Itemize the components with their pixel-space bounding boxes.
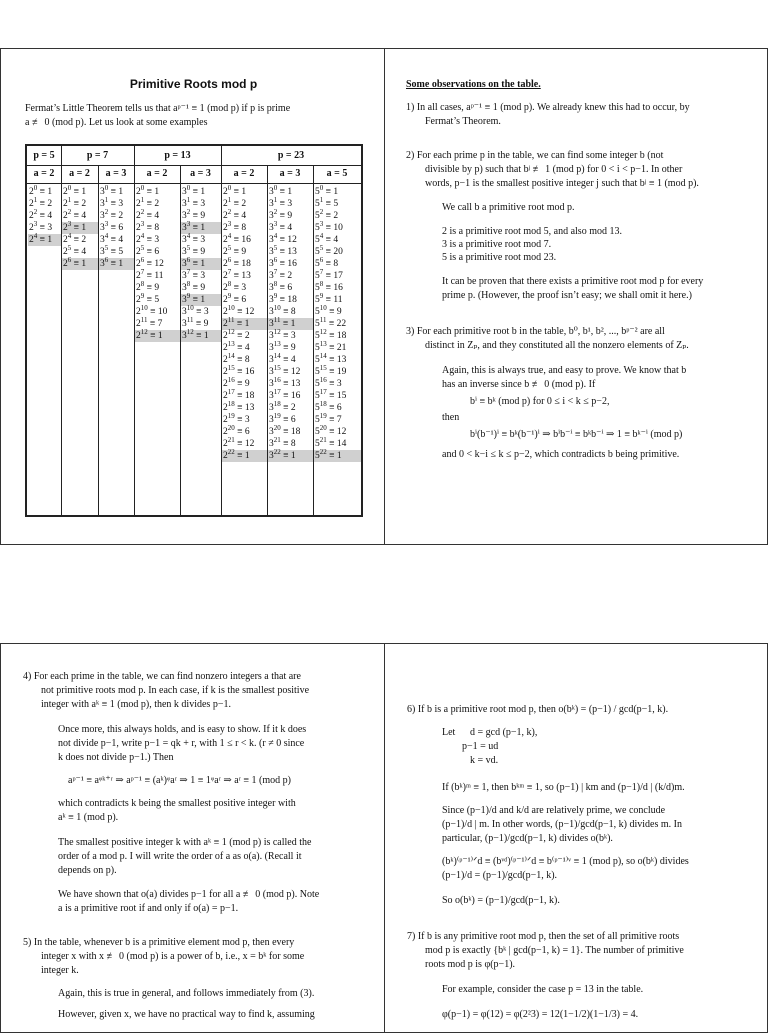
table-cell: $3^6 \equiv 1$ xyxy=(99,258,134,270)
table-cell: $3^{16} \equiv 13$ xyxy=(269,376,301,389)
table-cell: $2^0 \equiv 1$ xyxy=(223,184,247,197)
header-p5: p = 5 xyxy=(33,150,55,161)
table-cell: $5^9 \equiv 11$ xyxy=(315,292,343,305)
table-cell: $2^3 \equiv 8$ xyxy=(223,220,247,233)
obs3-line: 3) For each primitive root b in the table, b⁰, b¹, b², ..., bᵖ⁻² are all xyxy=(406,326,665,337)
table-cell: $2^{12} \equiv 2$ xyxy=(223,328,250,341)
table-cell: $5^{21} \equiv 14$ xyxy=(315,436,347,449)
table-cell: $3^0 \equiv 1$ xyxy=(182,184,206,197)
table-cell: $3^{15} \equiv 12$ xyxy=(269,364,301,377)
table-cell: $2^{19} \equiv 3$ xyxy=(223,412,250,425)
table-cell: $2^{18} \equiv 13$ xyxy=(223,400,255,413)
table-cell: $2^{14} \equiv 8$ xyxy=(223,352,250,365)
obs5-line: integer k. xyxy=(41,965,79,976)
obs5-line: integer x with x ≢ 0 (mod p) is a power of b, i.e., x = bᵏ for some xyxy=(41,951,305,962)
obs7-phi: φ(p−1) = φ(12) = φ(2²3) = 12(1−1/2)(1−1/3) = 4. xyxy=(442,1009,639,1020)
obs7-line: 7) If b is any primitive root mod p, then the set of all primitive roots xyxy=(407,931,680,942)
obs1-line: 1) In all cases, aᵖ⁻¹ ≡ 1 (mod p). We already knew this had to occur, by xyxy=(406,102,690,113)
table-cell: $5^8 \equiv 16$ xyxy=(315,280,343,293)
table-cell: $3^{12} \equiv 1$ xyxy=(181,330,221,342)
proof-line: has an inverse since b ≢ 0 (mod p). If xyxy=(442,379,596,390)
header-base: a = 2 xyxy=(146,168,168,179)
table-cell: $5^3 \equiv 10$ xyxy=(315,220,343,233)
table-cell: $2^{21} \equiv 12$ xyxy=(223,436,255,449)
obs5-again: Again, this is true in general, and follows immediately from (3). xyxy=(58,988,315,999)
obs4-equation: aᵖ⁻¹ ≡ aᵠᵏ⁺ʳ ⇒ aᵖ⁻¹ ≡ (aᵏ)ᵠaʳ ⇒ 1 ≡ 1ᵠaʳ ⇒ aʳ ≡ 1 (mod p) xyxy=(68,775,291,786)
table-cell: $3^{11} \equiv 1$ xyxy=(268,318,313,330)
table-cell: $3^1 \equiv 3$ xyxy=(182,196,206,209)
table-cell: $5^1 \equiv 5$ xyxy=(315,196,339,209)
slide-primitive-roots-table xyxy=(0,48,385,545)
proof-then: then xyxy=(442,412,460,423)
obs4-line: integer with aᵏ ≡ 1 (mod p), then k divides p−1. xyxy=(41,699,231,710)
observations-heading: Some observations on the table. xyxy=(406,79,541,90)
table-cell: $3^{22} \equiv 1$ xyxy=(268,450,313,462)
table-cell: $2^6 \equiv 1$ xyxy=(62,258,98,270)
obs6-line: 6) If b is a primitive root mod p, then o(bᵏ) = (p−1) / gcd(p−1, k). xyxy=(407,704,669,715)
table-cell: $2^{13} \equiv 4$ xyxy=(223,340,250,353)
table-cell: $3^{10} \equiv 8$ xyxy=(269,304,296,317)
table-cell: $3^8 \equiv 9$ xyxy=(182,280,206,293)
table-cell: $2^1 \equiv 2$ xyxy=(223,196,247,209)
slide-observations-4-5 xyxy=(0,643,385,1033)
obs4-proof-line: Once more, this always holds, and is easy to show. If it k does xyxy=(58,724,307,735)
table-cell: $2^{22} \equiv 1$ xyxy=(222,450,267,462)
order-definition: The smallest positive integer k with aᵏ ≡ 1 (mod p) is called the xyxy=(58,837,312,848)
order-definition: order of a mod p. I will write the order of a as o(a). (Recall it xyxy=(58,851,302,862)
table-cell: $3^9 \equiv 18$ xyxy=(269,292,297,305)
column-p23-a3 xyxy=(268,186,313,462)
table-cell: $3^{20} \equiv 18$ xyxy=(269,424,301,437)
header-base: a = 3 xyxy=(105,168,127,179)
obs7-example: For example, consider the case p = 13 in the table. xyxy=(442,984,644,995)
table-cell: $2^{11} \equiv 7$ xyxy=(136,316,163,329)
table-cell: $5^5 \equiv 20$ xyxy=(315,244,343,257)
table-cell: $3^2 \equiv 9$ xyxy=(182,208,206,221)
powers-table xyxy=(25,144,363,517)
table-cell: $5^{10} \equiv 9$ xyxy=(315,304,342,317)
table-cell: $5^6 \equiv 8$ xyxy=(315,256,339,269)
table-cell: $3^2 \equiv 9$ xyxy=(269,208,293,221)
table-cell: $3^3 \equiv 1$ xyxy=(181,222,221,234)
table-cell: $2^4 \equiv 1$ xyxy=(28,234,61,246)
table-cell: $2^9 \equiv 5$ xyxy=(136,292,160,305)
table-cell: $2^1 \equiv 2$ xyxy=(136,196,160,209)
table-cell: $3^0 \equiv 1$ xyxy=(269,184,293,197)
table-cell: $5^{22} \equiv 1$ xyxy=(314,450,361,462)
proof-equation: bⁱ(b⁻¹)ⁱ ≡ bᵏ(b⁻¹)ⁱ ⇒ bⁱb⁻ⁱ ≡ bᵏb⁻ⁱ ⇒ 1 ≡ bᵏ⁻ⁱ (mod p) xyxy=(470,429,683,440)
header-base: a = 2 xyxy=(233,168,255,179)
table-cell: $3^1 \equiv 3$ xyxy=(100,196,124,209)
column-p13-a3 xyxy=(181,186,221,342)
let-line: k = vd. xyxy=(470,755,499,766)
table-cell: $2^4 \equiv 3$ xyxy=(136,232,160,245)
table-cell: $2^{10} \equiv 12$ xyxy=(223,304,255,317)
proof-equation: bⁱ ≡ bᵏ (mod p) for 0 ≤ i < k ≤ p−2, xyxy=(470,396,610,407)
header-p7: p = 7 xyxy=(86,150,109,161)
table-cell: $3^{11} \equiv 9$ xyxy=(182,316,209,329)
table-cell: $2^7 \equiv 11$ xyxy=(136,268,164,281)
table-cell: $5^4 \equiv 4$ xyxy=(315,232,339,245)
table-cell: $2^7 \equiv 13$ xyxy=(223,268,251,281)
table-cell: $5^0 \equiv 1$ xyxy=(315,184,339,197)
slide-observations-6-7 xyxy=(384,643,768,1033)
header-p13: p = 13 xyxy=(164,150,191,161)
column-p13-a2 xyxy=(135,186,180,342)
table-cell: $2^0 \equiv 1$ xyxy=(136,184,160,197)
table-cell: $3^7 \equiv 3$ xyxy=(182,268,206,281)
table-cell: $3^{17} \equiv 16$ xyxy=(269,388,301,401)
table-cell: $3^0 \equiv 1$ xyxy=(100,184,124,197)
column-p5-a2 xyxy=(28,186,61,246)
table-cell: $3^3 \equiv 6$ xyxy=(100,220,124,233)
table-cell: $5^{15} \equiv 19$ xyxy=(315,364,347,377)
header-p23: p = 23 xyxy=(277,150,305,161)
table-cell: $3^5 \equiv 5$ xyxy=(100,244,124,257)
table-cell: $2^4 \equiv 2$ xyxy=(63,232,87,245)
table-cell: $5^{18} \equiv 6$ xyxy=(315,400,342,413)
obs6-conclusion: So o(bᵏ) = (p−1)/gcd(p−1, k). xyxy=(442,895,560,906)
table-cell: $3^3 \equiv 4$ xyxy=(269,220,293,233)
obs4-line: 4) For each prime in the table, we can find nonzero integers a that are xyxy=(23,671,301,682)
example-line: 5 is a primitive root mod 23. xyxy=(442,252,557,263)
let-line: p−1 = ud xyxy=(462,741,499,752)
table-cell: $2^3 \equiv 3$ xyxy=(29,220,53,233)
table-cell: $3^{10} \equiv 3$ xyxy=(182,304,209,317)
table-cell: $5^{14} \equiv 13$ xyxy=(315,352,347,365)
table-cell: $2^5 \equiv 9$ xyxy=(223,244,247,257)
intro-line-1: Fermat’s Little Theorem tells us that aᵖ⁻¹ ≡ 1 (mod p) if p is prime xyxy=(25,103,291,114)
table-cell: $5^7 \equiv 17$ xyxy=(315,268,343,281)
table-cell: $3^{12} \equiv 3$ xyxy=(269,328,296,341)
column-p7-a2 xyxy=(62,186,98,270)
table-cell: $2^{20} \equiv 6$ xyxy=(223,424,250,437)
table-cell: $2^8 \equiv 3$ xyxy=(223,280,247,293)
table-cell: $2^0 \equiv 1$ xyxy=(63,184,87,197)
table-cell: $3^{18} \equiv 2$ xyxy=(269,400,296,413)
table-cell: $5^2 \equiv 2$ xyxy=(315,208,339,221)
table-cell: $2^5 \equiv 6$ xyxy=(136,244,160,257)
table-cell: $3^8 \equiv 6$ xyxy=(269,280,293,293)
obs2-line: divisible by p) such that bʲ ≢ 1 (mod p) for 0 < i < p−1. In other xyxy=(425,164,683,175)
obs6-power: (bᵏ)⁽ᵖ⁻¹⁾ᐟd ≡ (bᵛᵈ)⁽ᵖ⁻¹⁾ᐟd ≡ b⁽ᵖ⁻¹⁾ᵛ ≡ 1 (mod p), so o(bᵏ) divides xyxy=(442,856,689,867)
slide-title: Primitive Roots mod p xyxy=(129,77,258,91)
table-cell: $3^{13} \equiv 9$ xyxy=(269,340,296,353)
obs4-contradiction: aᵏ ≡ 1 (mod p). xyxy=(58,812,119,823)
table-cell: $2^{11} \equiv 1$ xyxy=(222,318,267,330)
header-base: a = 3 xyxy=(190,168,211,179)
table-cell: $2^3 \equiv 8$ xyxy=(136,220,160,233)
proven-line: prime p. (However, the proof isn’t easy; we shall omit it here.) xyxy=(442,290,692,301)
column-p23-a2 xyxy=(222,186,267,462)
obs6-if-line: If (bᵏ)ᵐ ≡ 1, then bᵏᵐ ≡ 1, so (p−1) | km and (p−1)/d | (k/d)m. xyxy=(442,782,685,793)
table-cell: $2^{15} \equiv 16$ xyxy=(223,364,255,377)
table-cell: $2^{16} \equiv 9$ xyxy=(223,376,250,389)
table-cell: $5^{17} \equiv 15$ xyxy=(315,388,347,401)
table-cell: $3^9 \equiv 1$ xyxy=(181,294,221,306)
table-cell: $3^4 \equiv 3$ xyxy=(182,232,206,245)
header-base: a = 2 xyxy=(33,168,55,179)
table-cell: $2^2 \equiv 4$ xyxy=(29,208,53,221)
table-cell: $2^3 \equiv 1$ xyxy=(62,222,98,234)
table-cell: $2^1 \equiv 2$ xyxy=(29,196,53,209)
obs4-proof-line: k does not divide p−1.) Then xyxy=(58,752,174,763)
table-cell: $5^{13} \equiv 21$ xyxy=(315,340,347,353)
table-cell: $2^2 \equiv 4$ xyxy=(63,208,87,221)
table-cell: $3^5 \equiv 9$ xyxy=(182,244,206,257)
obs6-since: Since (p−1)/d and k/d are relatively prime, we conclude xyxy=(442,805,666,816)
table-cell: $3^6 \equiv 16$ xyxy=(269,256,297,269)
intro-line-2: a ≢ 0 (mod p). Let us look at some examples xyxy=(25,117,208,128)
table-cell: $2^8 \equiv 9$ xyxy=(136,280,160,293)
table-cell: $2^4 \equiv 16$ xyxy=(223,232,251,245)
table-cell: $3^7 \equiv 2$ xyxy=(269,268,293,281)
table-cell: $3^1 \equiv 3$ xyxy=(269,196,293,209)
table-cell: $2^6 \equiv 18$ xyxy=(223,256,251,269)
table-cell: $5^{11} \equiv 22$ xyxy=(315,316,347,329)
table-cell: $3^{19} \equiv 6$ xyxy=(269,412,296,425)
order-shown: a is a primitive root if and only if o(a) = p−1. xyxy=(58,903,239,914)
table-cell: $3^{21} \equiv 8$ xyxy=(269,436,296,449)
let-line: d = gcd (p−1, k), xyxy=(470,727,538,738)
table-cell: $5^{20} \equiv 12$ xyxy=(315,424,347,437)
primitive-root-definition: We call b a primitive root mod p. xyxy=(442,202,575,213)
table-cell: $2^0 \equiv 1$ xyxy=(29,184,53,197)
example-line: 2 is a primitive root mod 5, and also mod 13. xyxy=(442,226,622,237)
obs4-line: not primitive roots mod p. In each case, if k is the smallest positive xyxy=(41,685,310,696)
table-cell: $3^2 \equiv 2$ xyxy=(100,208,124,221)
header-base: a = 5 xyxy=(326,168,348,179)
order-definition: depends on p). xyxy=(58,865,117,876)
table-cell: $2^2 \equiv 4$ xyxy=(223,208,247,221)
obs3-line: distinct in Zₚ, and they constituted all the nonzero elements of Zₚ. xyxy=(425,340,689,351)
example-line: 3 is a primitive root mod 7. xyxy=(442,239,552,250)
table-cell: $3^4 \equiv 4$ xyxy=(100,232,124,245)
obs7-line: roots mod p is φ(p−1). xyxy=(425,959,516,970)
obs6-power: (p−1)/d = (p−1)/gcd(p−1, k). xyxy=(442,870,558,881)
table-cell: $2^{17} \equiv 18$ xyxy=(223,388,255,401)
let-label: Let xyxy=(442,727,456,738)
obs2-line: words, p−1 is the smallest positive integer j such that bʲ ≡ 1 (mod p). xyxy=(425,178,699,189)
header-base: a = 3 xyxy=(279,168,301,179)
table-cell: $2^6 \equiv 12$ xyxy=(136,256,164,269)
obs5-line: 5) In the table, whenever b is a primitive element mod p, then every xyxy=(23,937,295,948)
table-cell: $2^{10} \equiv 10$ xyxy=(136,304,168,317)
table-cell: $3^5 \equiv 13$ xyxy=(269,244,297,257)
table-cell: $3^6 \equiv 1$ xyxy=(181,258,221,270)
table-cell: $3^{14} \equiv 4$ xyxy=(269,352,296,365)
table-cell: $2^9 \equiv 6$ xyxy=(223,292,247,305)
proven-line: It can be proven that there exists a primitive root mod p for every xyxy=(442,276,704,287)
table-cell: $5^{12} \equiv 18$ xyxy=(315,328,347,341)
proof-conclusion: and 0 < k−i ≤ k ≤ p−2, which contradicts b being primitive. xyxy=(442,449,680,460)
header-base: a = 2 xyxy=(69,168,90,179)
table-cell: $3^4 \equiv 12$ xyxy=(269,232,297,245)
order-shown: We have shown that o(a) divides p−1 for all a ≢ 0 (mod p). Note xyxy=(58,889,320,900)
table-cell: $5^{16} \equiv 3$ xyxy=(315,376,342,389)
obs6-since: (p−1)/d | m. In other words, (p−1)/gcd(p−1, k) divides m. In xyxy=(442,819,682,830)
table-cell: $2^{12} \equiv 1$ xyxy=(135,330,180,342)
slide-observations-1-3 xyxy=(384,48,768,545)
column-p23-a5 xyxy=(314,186,361,462)
table-cell: $5^{19} \equiv 7$ xyxy=(315,412,342,425)
proof-line: Again, this is always true, and easy to prove. We know that b xyxy=(442,365,687,376)
obs6-since: particular, (p−1)/gcd(p−1, k) divides o(bᵏ). xyxy=(442,833,613,844)
obs2-line: 2) For each prime p in the table, we can find some integer b (not xyxy=(406,150,664,161)
table-cell: $2^1 \equiv 2$ xyxy=(63,196,87,209)
obs4-proof-line: not divide p−1, write p−1 = qk + r, with 1 ≤ r < k. (r ≠ 0 since xyxy=(58,738,305,749)
obs4-contradiction: which contradicts k being the smallest positive integer with xyxy=(58,798,296,809)
table-cell: $2^2 \equiv 4$ xyxy=(136,208,160,221)
column-p7-a3 xyxy=(99,186,134,270)
obs7-line: mod p is exactly {bᵏ | gcd(p−1, k) = 1}. The number of primitive xyxy=(425,945,684,956)
table-cell: $2^5 \equiv 4$ xyxy=(63,244,87,257)
obs5-however: However, given x, we have no practical way to find k, assuming xyxy=(58,1009,315,1020)
obs1-line: Fermat’s Theorem. xyxy=(425,116,501,127)
